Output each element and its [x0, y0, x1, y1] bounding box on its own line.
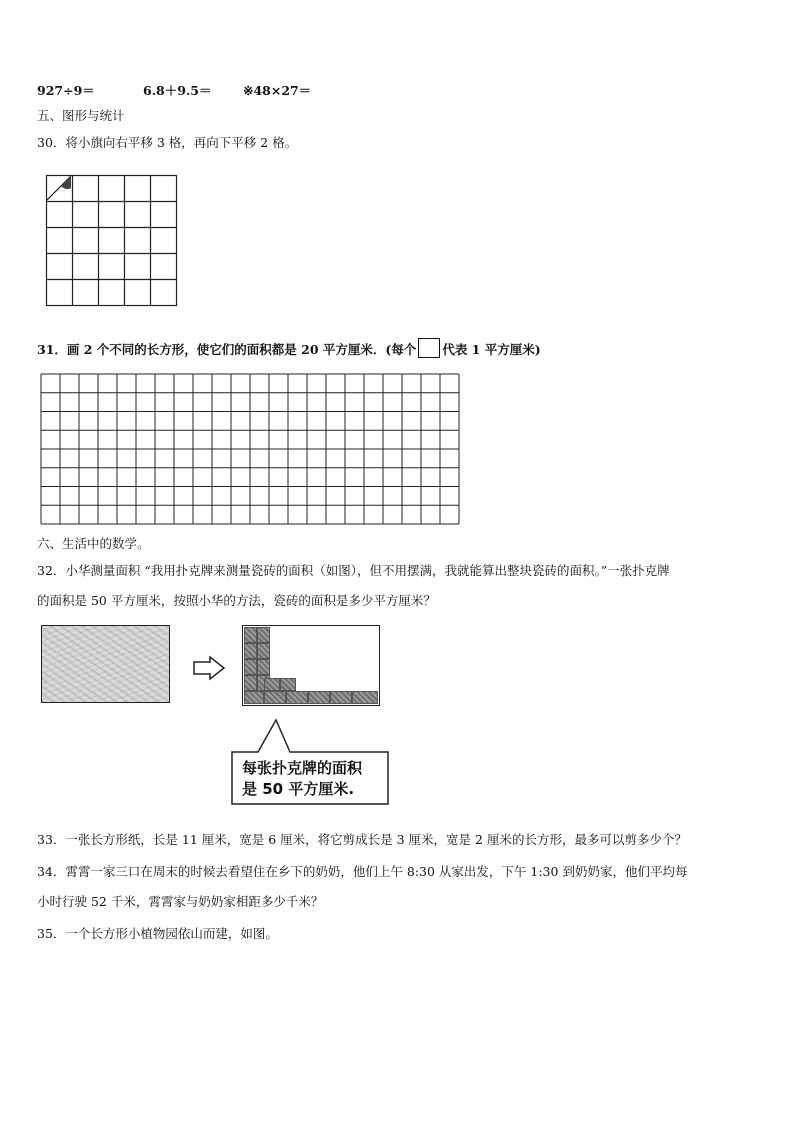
poker-card — [257, 627, 270, 643]
q30-grid — [45, 174, 179, 310]
poker-card — [244, 675, 257, 691]
question-33: 33．一张长方形纸，长是 11 厘米，宽是 6 厘米，将它剪成长是 3 厘米，宽是 2 厘米的长方形，最多可以剪多少个？ — [37, 832, 687, 847]
poker-card — [352, 691, 378, 704]
question-30: 30．将小旗向右平移 3 格，再向下平移 2 格。 — [37, 135, 298, 150]
question-31-text: 31．画 2 个不同的长方形，使它们的面积都是 20 平方厘米．(每个 — [37, 342, 417, 357]
section-5-title: 五、图形与统计 — [37, 108, 125, 123]
poker-card — [330, 691, 352, 704]
poker-card — [264, 678, 280, 691]
poker-card — [244, 691, 264, 704]
poker-card — [264, 691, 286, 704]
q31-grid — [40, 373, 460, 527]
calc-item-2: 6.8＋9.5＝ — [143, 83, 212, 98]
calc-item-1: 927÷9＝ — [37, 83, 95, 98]
bubble-line-1: 每张扑克牌的面积 — [242, 759, 363, 777]
poker-card — [244, 659, 257, 675]
question-31 — [37, 338, 541, 358]
unit-square-icon — [418, 338, 440, 358]
flag-icon — [47, 176, 71, 200]
tile-image — [41, 625, 170, 703]
poker-card — [257, 643, 270, 659]
question-34-line-2: 小时行驶 52 千米，霄霄家与奶奶家相距多少千米？ — [37, 894, 324, 909]
poker-card — [244, 643, 257, 659]
question-32-line-1: 32．小华测量面积 “我用扑克牌来测量瓷砖的面积（如图），但不用摆满，我就能算出整块瓷砖的面积。”一张扑克牌 — [37, 563, 670, 578]
question-31-text-end: 代表 1 平方厘米) — [442, 342, 541, 357]
question-35: 35．一个长方形小植物园依山而建，如图。 — [37, 926, 278, 941]
poker-card — [257, 659, 270, 675]
arrow-right-icon — [192, 655, 226, 681]
question-34-line-1: 34．霄霄一家三口在周末的时候去看望住在乡下的奶奶，他们上午 8:30 从家出发，下午 1:30 到奶奶家，他们平均每 — [37, 864, 688, 879]
poker-card — [308, 691, 330, 704]
poker-card — [244, 627, 257, 643]
calc-item-3: ※48×27＝ — [243, 83, 312, 98]
section-6-title: 六、生活中的数学。 — [37, 536, 150, 551]
question-32-line-2: 的面积是 50 平方厘米，按照小华的方法，瓷砖的面积是多少平方厘米？ — [37, 593, 436, 608]
poker-card — [280, 678, 296, 691]
poker-card — [286, 691, 308, 704]
bubble-line-2: 是 50 平方厘米. — [242, 780, 355, 798]
